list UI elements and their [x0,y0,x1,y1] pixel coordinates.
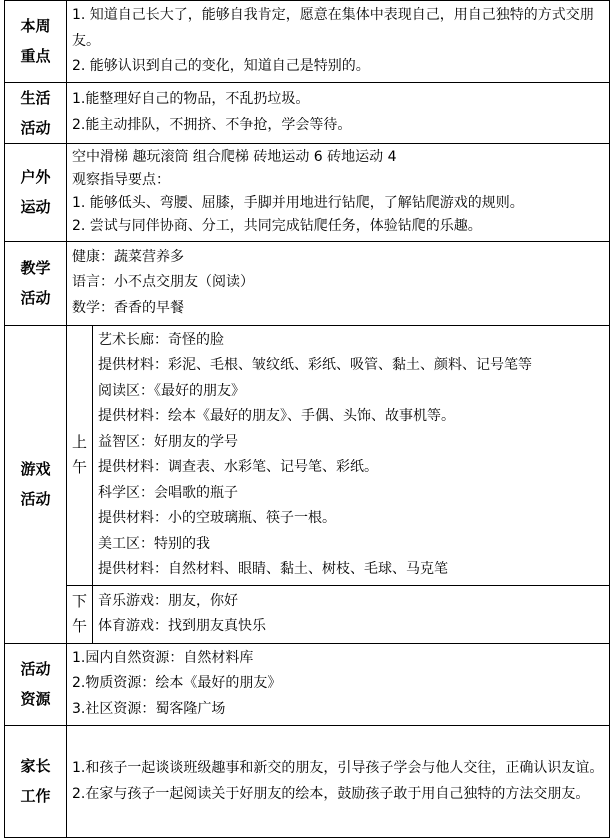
text-line: 美工区：特别的我 [98,535,210,552]
label-line: 午 [71,617,87,635]
row-life-activity [5,82,610,143]
text-line: 提供材料：自然材料、眼睛、黏土、树枝、毛球、马克笔 [98,561,448,577]
morning-label [67,325,93,585]
game-afternoon-content [93,585,610,643]
activity-resources-content [67,643,610,725]
label-line: 工作 [20,787,51,805]
label-line: 重点 [20,47,51,66]
text-line: 3.社区资源：蜀客隆广场 [72,700,226,717]
label-line: 午 [71,458,87,476]
label-line: 活动 [20,289,51,307]
row-outdoor-sports [5,143,610,241]
row-label-outdoor-sports [5,143,67,241]
label-line: 家长 [20,757,51,775]
afternoon-label [67,585,93,643]
text-line: 1.能整理好自己的物品，不乱扔垃圾。 [72,91,310,107]
row-activity-resources [5,643,610,725]
outdoor-sports-content [67,143,610,241]
teaching-activity-content [67,241,610,325]
label-line: 生活 [20,88,51,107]
label-line: 活动 [20,660,51,678]
text-line: 数学：香香的早餐 [72,299,184,316]
row-label-weekly-focus [5,1,67,83]
text-line: 2. 能够认识到自己的变化，知道自己是特别的。 [72,58,370,74]
label-line: 本周 [20,17,51,36]
row-teaching-activity [5,241,610,325]
text-line: 体育游戏：找到朋友真快乐 [98,618,266,634]
text-line: 2.物质资源：绘本《最好的朋友》 [72,675,282,692]
text-line: 阅读区：《最好的朋友》 [98,382,245,399]
text-line: 提供材料：绘本《最好的朋友》、手偶、头饰、故事机等。 [98,408,455,424]
label-line: 下 [71,592,87,610]
label-line: 上 [71,433,87,451]
text-line: 益智区：好朋友的学号 [98,433,238,450]
text-line: 提供材料：彩泥、毛根、皱纹纸、彩纸、吸管、黏土、颜料、记号笔等 [98,357,532,373]
life-activity-content [67,82,610,143]
label-line: 户外 [20,168,51,186]
text-line: 健康：蔬菜营养多 [72,248,184,265]
game-morning-content [93,325,610,585]
label-line: 游戏 [20,460,51,478]
row-game-afternoon [5,585,610,643]
text-line: 语言：小不点交朋友（阅读） [72,274,254,291]
text-line: 空中滑梯 趣玩滚筒 组合爬梯 砖地运动 6 砖地运动 4 [72,149,397,165]
row-weekly-focus [5,1,610,83]
label-line: 资源 [20,690,51,708]
text-line: 1.和孩子一起谈谈班级趣事和新交的朋友，引导孩子学会与他人交往，正确认识友谊。 [72,760,604,776]
row-label-game-activity [5,325,67,643]
text-line: 艺术长廊：奇怪的脸 [98,331,224,348]
text-line: 观察指导要点： [72,172,170,188]
label-line: 活动 [20,490,51,508]
row-label-activity-resources [5,643,67,725]
row-game-morning [5,325,610,585]
row-label-life-activity [5,82,67,143]
text-line: 提供材料：小的空玻璃瓶、筷子一根。 [98,510,336,526]
text-line: 1. 能够低头、弯腰、屈膝，手脚并用地进行钻爬，了解钻爬游戏的规则。 [72,195,524,211]
row-label-teaching-activity [5,241,67,325]
label-line: 教学 [20,259,51,277]
label-line: 活动 [20,118,51,137]
text-line: 2.能主动排队，不拥挤、不争抢，学会等待。 [72,116,352,133]
parent-work-content [67,725,610,837]
text-line: 1.园内自然资源：自然材料库 [72,649,254,666]
label-line: 运动 [20,198,51,216]
weekly-focus-content [67,1,610,83]
row-parent-work [5,725,610,837]
text-line: 2. 尝试与同伴协商、分工，共同完成钻爬任务，体验钻爬的乐趣。 [72,218,482,234]
row-label-parent-work [5,725,67,837]
text-line: 1. 知道自己长大了，能够自我肯定，愿意在集体中表现自己，用自己独特的方式交朋友。 [72,7,594,49]
text-line: 音乐游戏：朋友，你好 [98,592,238,609]
text-line: 科学区：会唱歌的瓶子 [98,484,238,501]
weekly-plan-table [4,0,610,838]
text-line: 提供材料：调查表、水彩笔、记号笔、彩纸。 [98,459,378,475]
text-line: 2.在家与孩子一起阅读关于好朋友的绘本，鼓励孩子敢于用自己独特的方法交朋友。 [72,786,590,802]
